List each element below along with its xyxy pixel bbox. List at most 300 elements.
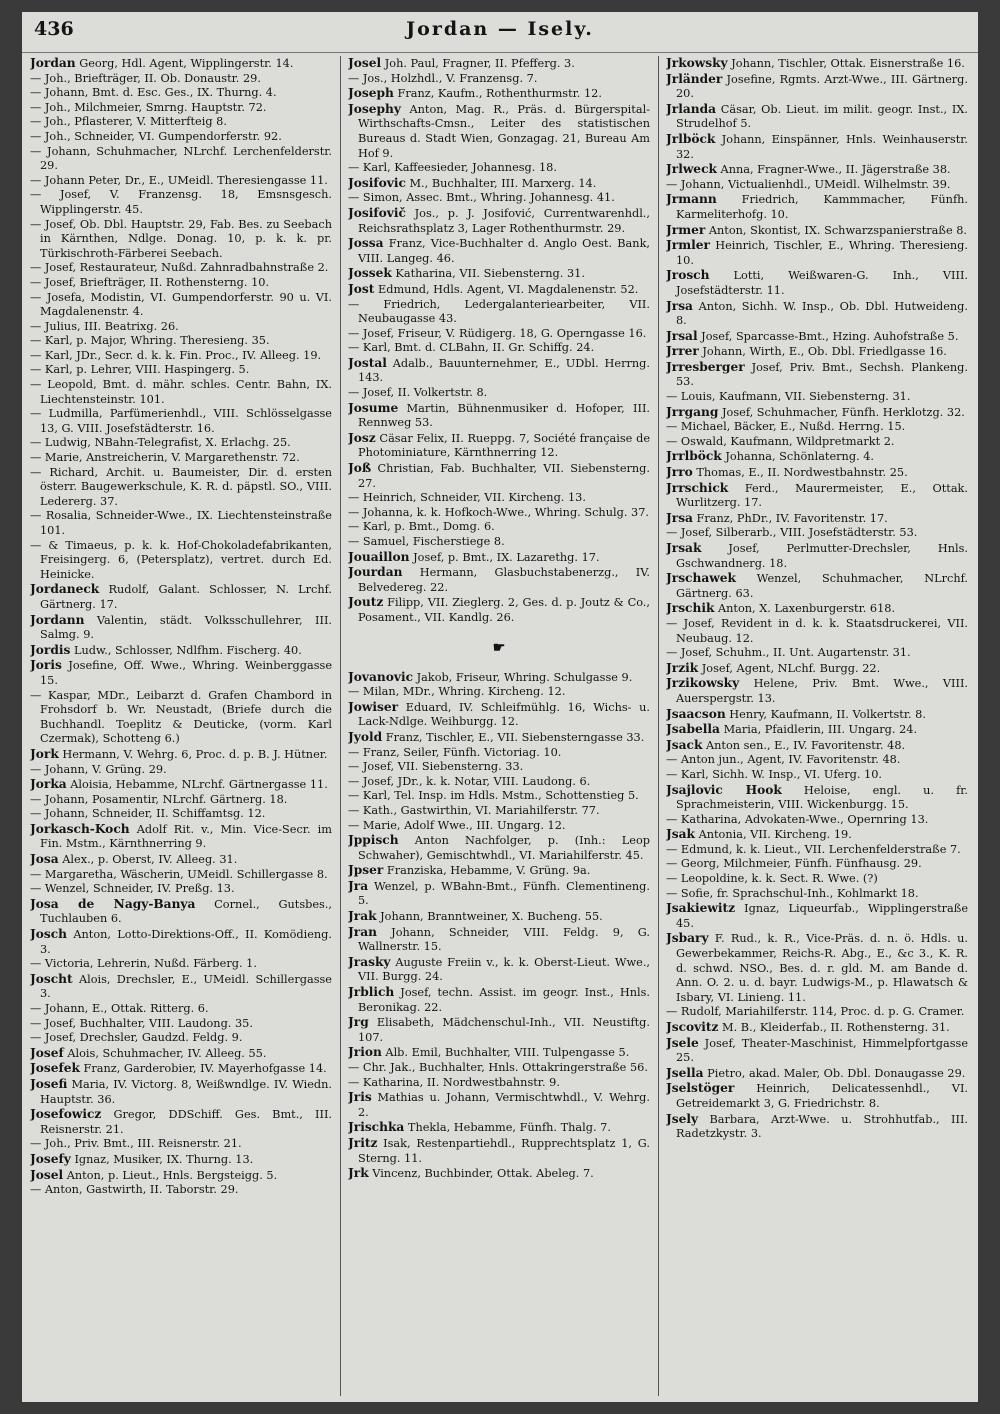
- directory-entry: [30, 957, 332, 972]
- entry-text: Anna, Fragner-Wwe., II. Jägerstraße 38.: [720, 163, 951, 177]
- directory-entry: [348, 670, 650, 686]
- entry-surname: Josel: [348, 56, 382, 70]
- directory-entry: [348, 266, 650, 282]
- entry-text: Johann, Wirth, E., Ob. Dbl. Friedlgasse 16.: [702, 345, 947, 359]
- entry-text: — Karl, Bmt. d. CLBahn, II. Gr. Schiffg. 24.: [348, 341, 595, 355]
- entry-text: — Johann, Victualienhdl., UMeidl. Wilhelmstr. 39.: [666, 177, 951, 191]
- entry-text: M. B., Kleiderfab., II. Rothensterng. 31.: [722, 1021, 950, 1034]
- directory-entry: [348, 819, 650, 834]
- directory-entry: [30, 582, 332, 612]
- directory-entry: [348, 72, 650, 87]
- directory-entry: [348, 879, 650, 909]
- directory-entry: [30, 852, 332, 868]
- entry-text: Franz, PhDr., IV. Favoritenstr. 17.: [696, 511, 888, 525]
- entry-text: — Friedrich, Ledergalanteriearbeiter, VII. Neubaugasse 43.: [348, 297, 650, 326]
- entry-surname: Jyold: [348, 729, 383, 744]
- directory-entry: [666, 526, 968, 541]
- directory-entry: [30, 466, 332, 510]
- directory-entry: [666, 132, 968, 162]
- directory-entry: [348, 102, 650, 161]
- directory-entry: [30, 972, 332, 1002]
- entry-text: — Julius, III. Beatrixg. 26.: [30, 319, 179, 333]
- entry-text: — Leopoldine, k. k. Sect. R. Wwe. (?): [666, 872, 878, 886]
- directory-entry: [30, 101, 332, 116]
- entry-surname: Jrro: [666, 465, 693, 480]
- column-3: [666, 56, 968, 1396]
- entry-surname: Jostal: [348, 355, 387, 370]
- entry-text: Franz, Kaufm., Rothenthurmstr. 12.: [397, 87, 602, 101]
- directory-entry: [348, 1166, 650, 1182]
- columns: [30, 56, 974, 1396]
- entry-text: Anton, p. Lieut., Hnls. Bergsteigg. 5.: [66, 1168, 278, 1182]
- entry-text: — Anton, Gastwirth, II. Taborstr. 29.: [30, 1183, 239, 1197]
- entry-surname: Jouaillon: [348, 549, 410, 564]
- directory-entry: [348, 520, 650, 535]
- directory-entry: [666, 843, 968, 858]
- directory-entry: [30, 363, 332, 378]
- entry-text: Johann, Tischler, Ottak. Eisnerstraße 16.: [731, 57, 965, 70]
- entry-surname: Jran: [348, 924, 377, 939]
- directory-entry: [30, 1077, 332, 1107]
- entry-text: — Josef, Briefträger, II. Rothensterng. 10.: [30, 275, 270, 289]
- directory-entry: [348, 386, 650, 401]
- entry-text: — Josef, Revident in d. k. k. Staatsdruckerei, VII. Neubaug. 12.: [666, 616, 968, 645]
- entry-text: — Leopold, Bmt. d. mähr. schles. Centr. Bahn, IX. Liechtensteinstr. 101.: [30, 378, 332, 406]
- directory-entry: [666, 405, 968, 421]
- entry-text: Anton sen., E., IV. Favoritenstr. 48.: [705, 738, 906, 752]
- entry-text: — Josef, Silberarb., VIII. Josefstädterstr. 53.: [666, 526, 918, 540]
- entry-surname: Joutz: [348, 595, 384, 610]
- entry-surname: Jsely: [666, 1111, 699, 1126]
- entry-text: Adalb., Bauunternehmer, E., UDbl. Herrng. 143.: [358, 356, 650, 385]
- directory-entry: [30, 407, 332, 436]
- entry-text: Cäsar Felix, II. Rueppg. 7, Société française de Photominiature, Kärnthnerring 12.: [358, 431, 650, 460]
- entry-surname: Jrmler: [666, 238, 710, 253]
- directory-entry: [666, 783, 968, 813]
- directory-entry: [348, 1076, 650, 1091]
- entry-text: Pietro, akad. Maler, Ob. Dbl. Donaugasse 29.: [707, 1066, 966, 1080]
- directory-entry: [30, 115, 332, 130]
- entry-text: — Josef, Restaurateur, Nußd. Zahnradbahnstraße 2.: [30, 261, 329, 275]
- entry-text: Maria, Pfaidlerin, III. Ungarg. 24.: [723, 723, 918, 737]
- directory-entry: [30, 261, 332, 276]
- entry-surname: Jrrlböck: [666, 449, 722, 464]
- directory-entry: [348, 833, 650, 863]
- directory-entry: [348, 775, 650, 790]
- entry-surname: Jrrer: [666, 344, 699, 359]
- entry-text: Franz, Garderobier, IV. Mayerhofgasse 14.: [83, 1062, 327, 1076]
- entry-text: Heloise, engl. u. fr. Sprachmeisterin, VIII. Wickenburgg. 15.: [676, 783, 968, 812]
- directory-entry: [666, 420, 968, 435]
- directory-entry: [666, 511, 968, 527]
- entry-text: — Rudolf, Mariahilferstr. 114, Proc. d. p. G. Cramer.: [666, 1005, 965, 1019]
- entry-text: Barbara, Arzt-Wwe. u. Strohhutfab., III. Radetzkystr. 3.: [676, 1112, 968, 1141]
- entry-text: Jakob, Friseur, Whring. Schulgasse 9.: [416, 670, 633, 684]
- entry-text: Anton, Skontist, IX. Schwarzspanierstraße 8.: [708, 223, 968, 237]
- directory-entry: [30, 56, 332, 72]
- entry-surname: Jossek: [348, 266, 392, 281]
- entry-text: — Georg, Milchmeier, Fünfh. Fünfhausg. 29.: [666, 857, 922, 871]
- directory-entry: [348, 863, 650, 879]
- page-header: [22, 12, 978, 53]
- entry-text: Henry, Kaufmann, II. Volkertstr. 8.: [729, 707, 926, 721]
- directory-entry: [666, 887, 968, 902]
- directory-entry: [348, 461, 650, 491]
- entry-text: Johann, Branntweiner, X. Bucheng. 55.: [380, 910, 603, 924]
- entry-text: Ignaz, Musiker, IX. Thurng. 13.: [74, 1152, 254, 1166]
- entry-text: — Oswald, Kaufmann, Wildpretmarkt 2.: [666, 434, 895, 448]
- entry-text: — Ludwig, NBahn-Telegrafist, X. Erlachg. 25.: [30, 436, 291, 450]
- entry-text: — Wenzel, Schneider, IV. Preßg. 13.: [30, 882, 235, 896]
- directory-entry: [348, 1120, 650, 1136]
- directory-entry: [30, 658, 332, 688]
- entry-text: — Karl, JDr., Secr. d. k. k. Fin. Proc., IV. Alleeg. 19.: [30, 348, 322, 362]
- directory-entry: [30, 436, 332, 451]
- directory-entry: [348, 401, 650, 431]
- directory-entry: [348, 1136, 650, 1166]
- directory-entry: [30, 613, 332, 643]
- directory-entry: [666, 813, 968, 828]
- entry-text: Heinrich, Delicatessenhdl., VI. Getreidemarkt 3, G. Friedrichstr. 8.: [676, 1082, 968, 1110]
- directory-entry: [348, 431, 650, 461]
- entry-text: — & Timaeus, p. k. k. Hof-Chokoladefabrikanten, Freisingerg. 6, (Petersplatz), vertret. durch Ed. Heinicke.: [30, 538, 332, 581]
- entry-text: — Joh., Milchmeier, Smrng. Hauptstr. 72.: [30, 100, 267, 114]
- directory-entry: [666, 268, 968, 298]
- directory-entry: [666, 329, 968, 345]
- entry-text: — Josef, Ob. Dbl. Hauptstr. 29, Fab. Bes. zu Seebach in Kärnthen, Ndlge. Donag. 10, p. k. k. pr. Türkischroth-Färberei Seebach.: [30, 217, 332, 260]
- entry-text: Anton, X. Laxenburgerstr. 618.: [718, 602, 896, 616]
- entry-text: Ludw., Schlosser, Ndlfhm. Fischerg. 40.: [73, 643, 302, 657]
- directory-entry: [348, 341, 650, 356]
- directory-entry: [666, 676, 968, 706]
- entry-surname: Josefy: [30, 1151, 71, 1166]
- directory-entry: [666, 753, 968, 768]
- directory-entry: [30, 897, 332, 927]
- entry-text: Vincenz, Buchbinder, Ottak. Abeleg. 7.: [372, 1167, 594, 1181]
- entry-text: Josef, Priv. Bmt., Sechsh. Plankeng. 53.: [676, 360, 968, 389]
- directory-entry: [666, 571, 968, 601]
- directory-entry: [30, 689, 332, 747]
- entry-text: ☛: [492, 639, 506, 656]
- entry-text: Eduard, IV. Schleifmühlg. 16, Wichs- u. Lack-Ndlge. Weihburgg. 12.: [358, 700, 650, 729]
- entry-text: — Chr. Jak., Buchhalter, Hnls. Ottakringerstraße 56.: [348, 1061, 648, 1074]
- directory-entry: [30, 130, 332, 145]
- entry-text: Hermann, Glasbuchstabenerzg., IV. Belvedereg. 22.: [358, 566, 650, 594]
- entry-text: — Josef, JDr., k. k. Notar, VIII. Laudong. 6.: [348, 774, 591, 788]
- entry-text: — Marie, Anstreicherin, V. Margarethenstr. 72.: [30, 451, 300, 465]
- directory-entry: [348, 176, 650, 192]
- page-number: 436: [34, 18, 74, 40]
- entry-surname: Jordann: [30, 612, 85, 627]
- entry-text: Lotti, Weißwaren-G. Inh., VIII. Josefstädterstr. 11.: [676, 269, 968, 297]
- entry-surname: Jrzikowsky: [666, 676, 740, 691]
- entry-text: — Karl, p. Lehrer, VIII. Haspingerg. 5.: [30, 363, 250, 377]
- directory-entry: [666, 390, 968, 405]
- directory-entry: [666, 72, 968, 102]
- directory-entry: [348, 925, 650, 955]
- directory-entry: [666, 481, 968, 511]
- directory-entry: [666, 238, 968, 268]
- entry-text: Edmund, Hdls. Agent, VI. Magdalenenstr. 52.: [377, 282, 639, 296]
- directory-entry: [348, 56, 650, 72]
- directory-entry: [666, 1036, 968, 1066]
- entry-surname: Josefi: [30, 1076, 68, 1091]
- entry-text: Johann, Schneider, VIII. Feldg. 9, G. Wallnerstr. 15.: [358, 925, 650, 954]
- directory-entry: [666, 360, 968, 390]
- entry-text: Josefine, Rgmts. Arzt-Wwe., III. Gärtnerg. 20.: [676, 72, 968, 101]
- entry-surname: Jovanovic: [348, 669, 413, 684]
- directory-entry: [30, 1002, 332, 1017]
- directory-entry: [348, 506, 650, 521]
- entry-text: Georg, Hdl. Agent, Wipplingerstr. 14.: [79, 57, 294, 70]
- directory-entry: [666, 541, 968, 571]
- entry-surname: Joß: [348, 461, 372, 476]
- entry-text: — Kath., Gastwirthin, VI. Mariahilferstr. 77.: [348, 803, 600, 817]
- entry-text: Josef, Agent, NLchf. Burgg. 22.: [701, 661, 881, 675]
- directory-entry: [666, 102, 968, 132]
- entry-text: — Johann Peter, Dr., E., UMeidl. Theresiengasse 11.: [30, 173, 328, 187]
- directory-page: [22, 12, 978, 1402]
- entry-text: — Michael, Bäcker, E., Nußd. Herrng. 15.: [666, 420, 906, 434]
- directory-entry: [666, 56, 968, 72]
- directory-entry: [348, 909, 650, 925]
- directory-entry: [666, 931, 968, 1005]
- entry-text: — Karl, Tel. Insp. im Hdls. Mstm., Schottenstieg 5.: [348, 789, 639, 803]
- entry-text: Friedrich, Kammmacher, Fünfh. Karmeliterhofg. 10.: [676, 193, 968, 221]
- entry-text: Josefine, Off. Wwe., Whring. Weinberggasse 15.: [40, 659, 332, 687]
- entry-surname: Jordaneck: [30, 582, 100, 597]
- entry-surname: Jsbary: [666, 931, 709, 946]
- entry-surname: Jrschawek: [666, 571, 736, 586]
- entry-surname: Jris: [348, 1090, 372, 1105]
- directory-entry: [30, 291, 332, 320]
- entry-surname: Jrlanda: [666, 101, 716, 116]
- entry-text: Johanna, Schönlaterng. 4.: [725, 450, 875, 464]
- entry-text: — Johann, Posamentir, NLrchf. Gärtnerg. 18.: [30, 792, 288, 806]
- entry-surname: Jsakiewitz: [666, 901, 736, 916]
- column-rule: [340, 56, 341, 1396]
- directory-entry: [348, 282, 650, 298]
- entry-text: — Josef, V. Franzensg. 18, Emsnsgesch. Wipplingerstr. 45.: [30, 188, 332, 216]
- entry-text: — Samuel, Fischerstiege 8.: [348, 535, 505, 548]
- entry-surname: Josefowicz: [30, 1107, 102, 1122]
- entry-surname: Jsajlovic Hook: [666, 782, 782, 797]
- entry-surname: Josef: [30, 1045, 64, 1060]
- entry-surname: Jorkasch-Koch: [30, 821, 130, 836]
- entry-surname: Jowiser: [348, 699, 399, 714]
- entry-text: Katharina, VII. Siebensterng. 31.: [395, 267, 585, 281]
- entry-surname: Joris: [30, 658, 62, 673]
- directory-entry: [348, 327, 650, 342]
- entry-text: — Ludmilla, Parfümerienhdl., VIII. Schlösselgasse 13, G. VIII. Josefstädterstr. 16.: [30, 407, 332, 435]
- entry-text: — Johann, Bmt. d. Esc. Ges., IX. Thurng. 4.: [30, 86, 277, 100]
- directory-entry: [30, 927, 332, 957]
- entry-surname: Jrschik: [666, 601, 715, 616]
- directory-entry: [30, 1183, 332, 1198]
- directory-entry: [30, 86, 332, 101]
- entry-text: Anton Nachfolger, p. (Inh.: Leop Schwaher), Gemischtwhdl., VI. Mariahilferstr. 45.: [358, 834, 650, 862]
- directory-entry: [30, 320, 332, 335]
- entry-text: — Kaspar, MDr., Leibarzt d. Grafen Chambord in Frohsdorf b. Wr. Neustadt, (Briefe durch die Buchhandl. Toeplitz & Deuticke, (vorm. Karl Czermak), Schotteng 6.): [30, 688, 332, 746]
- entry-surname: Jrosch: [666, 268, 710, 283]
- directory-entry: [30, 807, 332, 822]
- entry-surname: Jourdan: [348, 565, 403, 580]
- entry-text: Cäsar, Ob. Lieut. im milit. geogr. Inst., IX. Strudelhof 5.: [676, 102, 968, 131]
- entry-text: Johann, Einspänner, Hnls. Weinhauserstr. 32.: [676, 132, 968, 161]
- entry-surname: Jrkowsky: [666, 56, 728, 70]
- entry-text: Adolf Rit. v., Min. Vice-Secr. im Fin. Mstm., Kärnthnerring 9.: [40, 822, 332, 851]
- directory-entry: [30, 378, 332, 407]
- entry-surname: Jrg: [348, 1015, 369, 1030]
- directory-entry: [30, 1061, 332, 1077]
- entry-surname: Josel: [30, 1167, 64, 1182]
- directory-entry: [30, 174, 332, 189]
- entry-surname: Jsabella: [666, 722, 720, 737]
- directory-entry: [348, 565, 650, 595]
- directory-entry: [30, 218, 332, 262]
- entry-surname: Jrmer: [666, 222, 706, 237]
- directory-entry: [30, 747, 332, 763]
- entry-surname: Jrländer: [666, 71, 723, 86]
- directory-entry: [348, 955, 650, 985]
- entry-text: Anton, Lotto-Direktions-Off., II. Komödieng. 3.: [40, 928, 332, 956]
- entry-text: — Louis, Kaufmann, VII. Siebensterng. 31.: [666, 390, 911, 404]
- entry-surname: Josz: [348, 430, 376, 445]
- entry-surname: Jork: [30, 746, 59, 761]
- entry-text: — Jos., Holzhdl., V. Franzensg. 7.: [348, 71, 538, 85]
- column-2: [348, 56, 650, 1396]
- entry-text: Joh. Paul, Fragner, II. Pfefferg. 3.: [384, 57, 575, 70]
- directory-entry: [666, 901, 968, 931]
- entry-text: Anton, Mag. R., Präs. d. Bürgerspital-Wirthschafts-Cmsn., Leiter des statistischen Bureaus d. Stadt Wien, Gonzagag. 21, Bureau Am Hof 9.: [358, 102, 650, 160]
- directory-entry: [348, 700, 650, 730]
- entry-text: — Johann, Schuhmacher, NLrchf. Lerchenfelderstr. 29.: [30, 144, 332, 173]
- entry-surname: Josifovič: [348, 205, 406, 220]
- entry-surname: Jsak: [666, 827, 695, 842]
- directory-entry: [30, 276, 332, 291]
- entry-text: Martin, Bühnenmusiker d. Hofoper, III. Rennweg 53.: [358, 401, 650, 430]
- directory-entry: [348, 804, 650, 819]
- entry-text: Jos., p. J. Josifović, Currentwarenhdl., Reichsrathsplatz 3, Lager Rothenthurmstr. 29.: [358, 206, 650, 235]
- entry-text: Alex., p. Oberst, IV. Alleeg. 31.: [62, 853, 238, 867]
- entry-text: Gregor, DDSchiff. Ges. Bmt., III. Reisnerstr. 21.: [40, 1108, 332, 1136]
- directory-entry: [30, 539, 332, 583]
- directory-entry: [348, 1061, 650, 1076]
- entry-surname: Jselstöger: [666, 1081, 735, 1096]
- directory-entry: [30, 72, 332, 87]
- entry-text: Hermann, V. Wehrg. 6, Proc. d. p. B. J. Hütner.: [62, 747, 328, 761]
- directory-entry: [30, 349, 332, 364]
- directory-entry: [348, 236, 650, 266]
- entry-surname: Jsack: [666, 737, 703, 752]
- directory-entry: [666, 1081, 968, 1111]
- entry-text: — Josef, II. Volkertstr. 8.: [348, 386, 488, 400]
- entry-text: — Katharina, Advokaten-Wwe., Opernring 13.: [666, 812, 929, 826]
- entry-text: Josef, Perlmutter-Drechsler, Hnls. Gschwandnerg. 18.: [676, 542, 968, 570]
- entry-text: Wenzel, p. WBahn-Bmt., Fünfh. Clementineng. 5.: [358, 879, 650, 908]
- column-rule: [658, 56, 659, 1396]
- directory-entry: [666, 738, 968, 754]
- entry-text: — Joh., Schneider, VI. Gumpendorferstr. 92.: [30, 129, 282, 143]
- directory-entry: [666, 1066, 968, 1082]
- directory-entry: [666, 661, 968, 677]
- directory-entry: [666, 601, 968, 617]
- directory-entry: [348, 760, 650, 775]
- entry-text: — Karl, p. Major, Whring. Theresieng. 35.: [30, 334, 270, 348]
- entry-surname: Jrsak: [666, 541, 702, 555]
- entry-text: — Anton jun., Agent, IV. Favoritenstr. 48.: [666, 753, 901, 767]
- entry-text: Heinrich, Tischler, E., Whring. Theresieng. 10.: [676, 239, 968, 267]
- entry-surname: Jost: [348, 281, 375, 296]
- entry-text: Franz, Vice-Buchhalter d. Anglo Oest. Bank, VIII. Langeg. 46.: [358, 237, 650, 265]
- directory-entry: [666, 722, 968, 738]
- entry-text: — Johann, Schneider, II. Schiffamtsg. 12.: [30, 807, 266, 821]
- entry-surname: Josume: [348, 400, 399, 415]
- directory-entry: [666, 178, 968, 193]
- directory-entry: [348, 535, 650, 550]
- directory-entry: [30, 1137, 332, 1152]
- directory-entry: [666, 768, 968, 783]
- entry-text: — Heinrich, Schneider, VII. Kircheng. 13.: [348, 491, 586, 505]
- entry-surname: Jordis: [30, 642, 71, 657]
- directory-entry: [666, 1005, 968, 1020]
- entry-text: Franziska, Hebamme, V. Grüng. 9a.: [386, 864, 591, 878]
- entry-text: — Katharina, II. Nordwestbahnstr. 9.: [348, 1075, 560, 1089]
- directory-entry: [666, 465, 968, 481]
- directory-entry: [348, 161, 650, 176]
- directory-entry: [348, 1045, 650, 1061]
- entry-text: Elisabeth, Mädchenschul-Inh., VII. Neustiftg. 107.: [358, 1016, 650, 1044]
- entry-text: Thekla, Hebamme, Fünfh. Thalg. 7.: [407, 1121, 611, 1135]
- entry-text: — Richard, Archit. u. Baumeister, Dir. d. ersten österr. Baugewerkschule, K. R. d. päpstl. SO., VIII. Ledererg. 37.: [30, 465, 332, 508]
- directory-entry: [30, 1168, 332, 1184]
- entry-text: — Johann, V. Grüng. 29.: [30, 762, 167, 776]
- directory-entry: [666, 299, 968, 329]
- entry-surname: Joseph: [348, 86, 394, 101]
- entry-text: — Joh., Briefträger, II. Ob. Donaustr. 29.: [30, 71, 261, 85]
- directory-entry: [30, 882, 332, 897]
- entry-surname: Josch: [30, 927, 68, 942]
- directory-entry: [30, 793, 332, 808]
- entry-text: Josef, techn. Assist. im geogr. Inst., Hnls. Beronikag. 22.: [358, 986, 650, 1014]
- directory-entry: [348, 491, 650, 506]
- entry-text: Isak, Restenpartiehdl., Rupprechtsplatz 1, G. Sterng. 11.: [358, 1136, 650, 1165]
- directory-entry: [348, 86, 650, 102]
- pointing-hand-mark: [348, 640, 650, 656]
- directory-entry: [30, 145, 332, 174]
- entry-text: — Josefa, Modistin, VI. Gumpendorferstr. 90 u. VI. Magdalenenstr. 4.: [30, 290, 332, 319]
- directory-entry: [348, 1090, 650, 1120]
- entry-surname: Josephy: [348, 101, 401, 116]
- directory-entry: [666, 827, 968, 843]
- entry-text: Anton, Sichh. W. Insp., Ob. Dbl. Hutweideng. 8.: [676, 299, 968, 328]
- entry-surname: Josa: [30, 852, 59, 867]
- entry-text: Antonia, VII. Kircheng. 19.: [698, 828, 852, 842]
- entry-surname: Jsella: [666, 1065, 704, 1080]
- entry-text: — Joh., Priv. Bmt., III. Reisnerstr. 21.: [30, 1137, 242, 1151]
- entry-text: Aloisia, Hebamme, NLrchf. Gärtnergasse 11.: [70, 778, 328, 792]
- entry-surname: Jrak: [348, 909, 377, 924]
- entry-text: — Margaretha, Wäscherin, UMeidl. Schillergasse 8.: [30, 867, 328, 881]
- entry-text: — Karl, p. Bmt., Domg. 6.: [348, 520, 495, 534]
- entry-surname: Jrsa: [666, 510, 693, 525]
- entry-surname: Jra: [348, 878, 369, 893]
- directory-entry: [666, 1020, 968, 1036]
- directory-entry: [666, 857, 968, 872]
- directory-entry: [30, 188, 332, 217]
- entry-surname: Jrlweck: [666, 162, 717, 177]
- directory-entry: [30, 1152, 332, 1168]
